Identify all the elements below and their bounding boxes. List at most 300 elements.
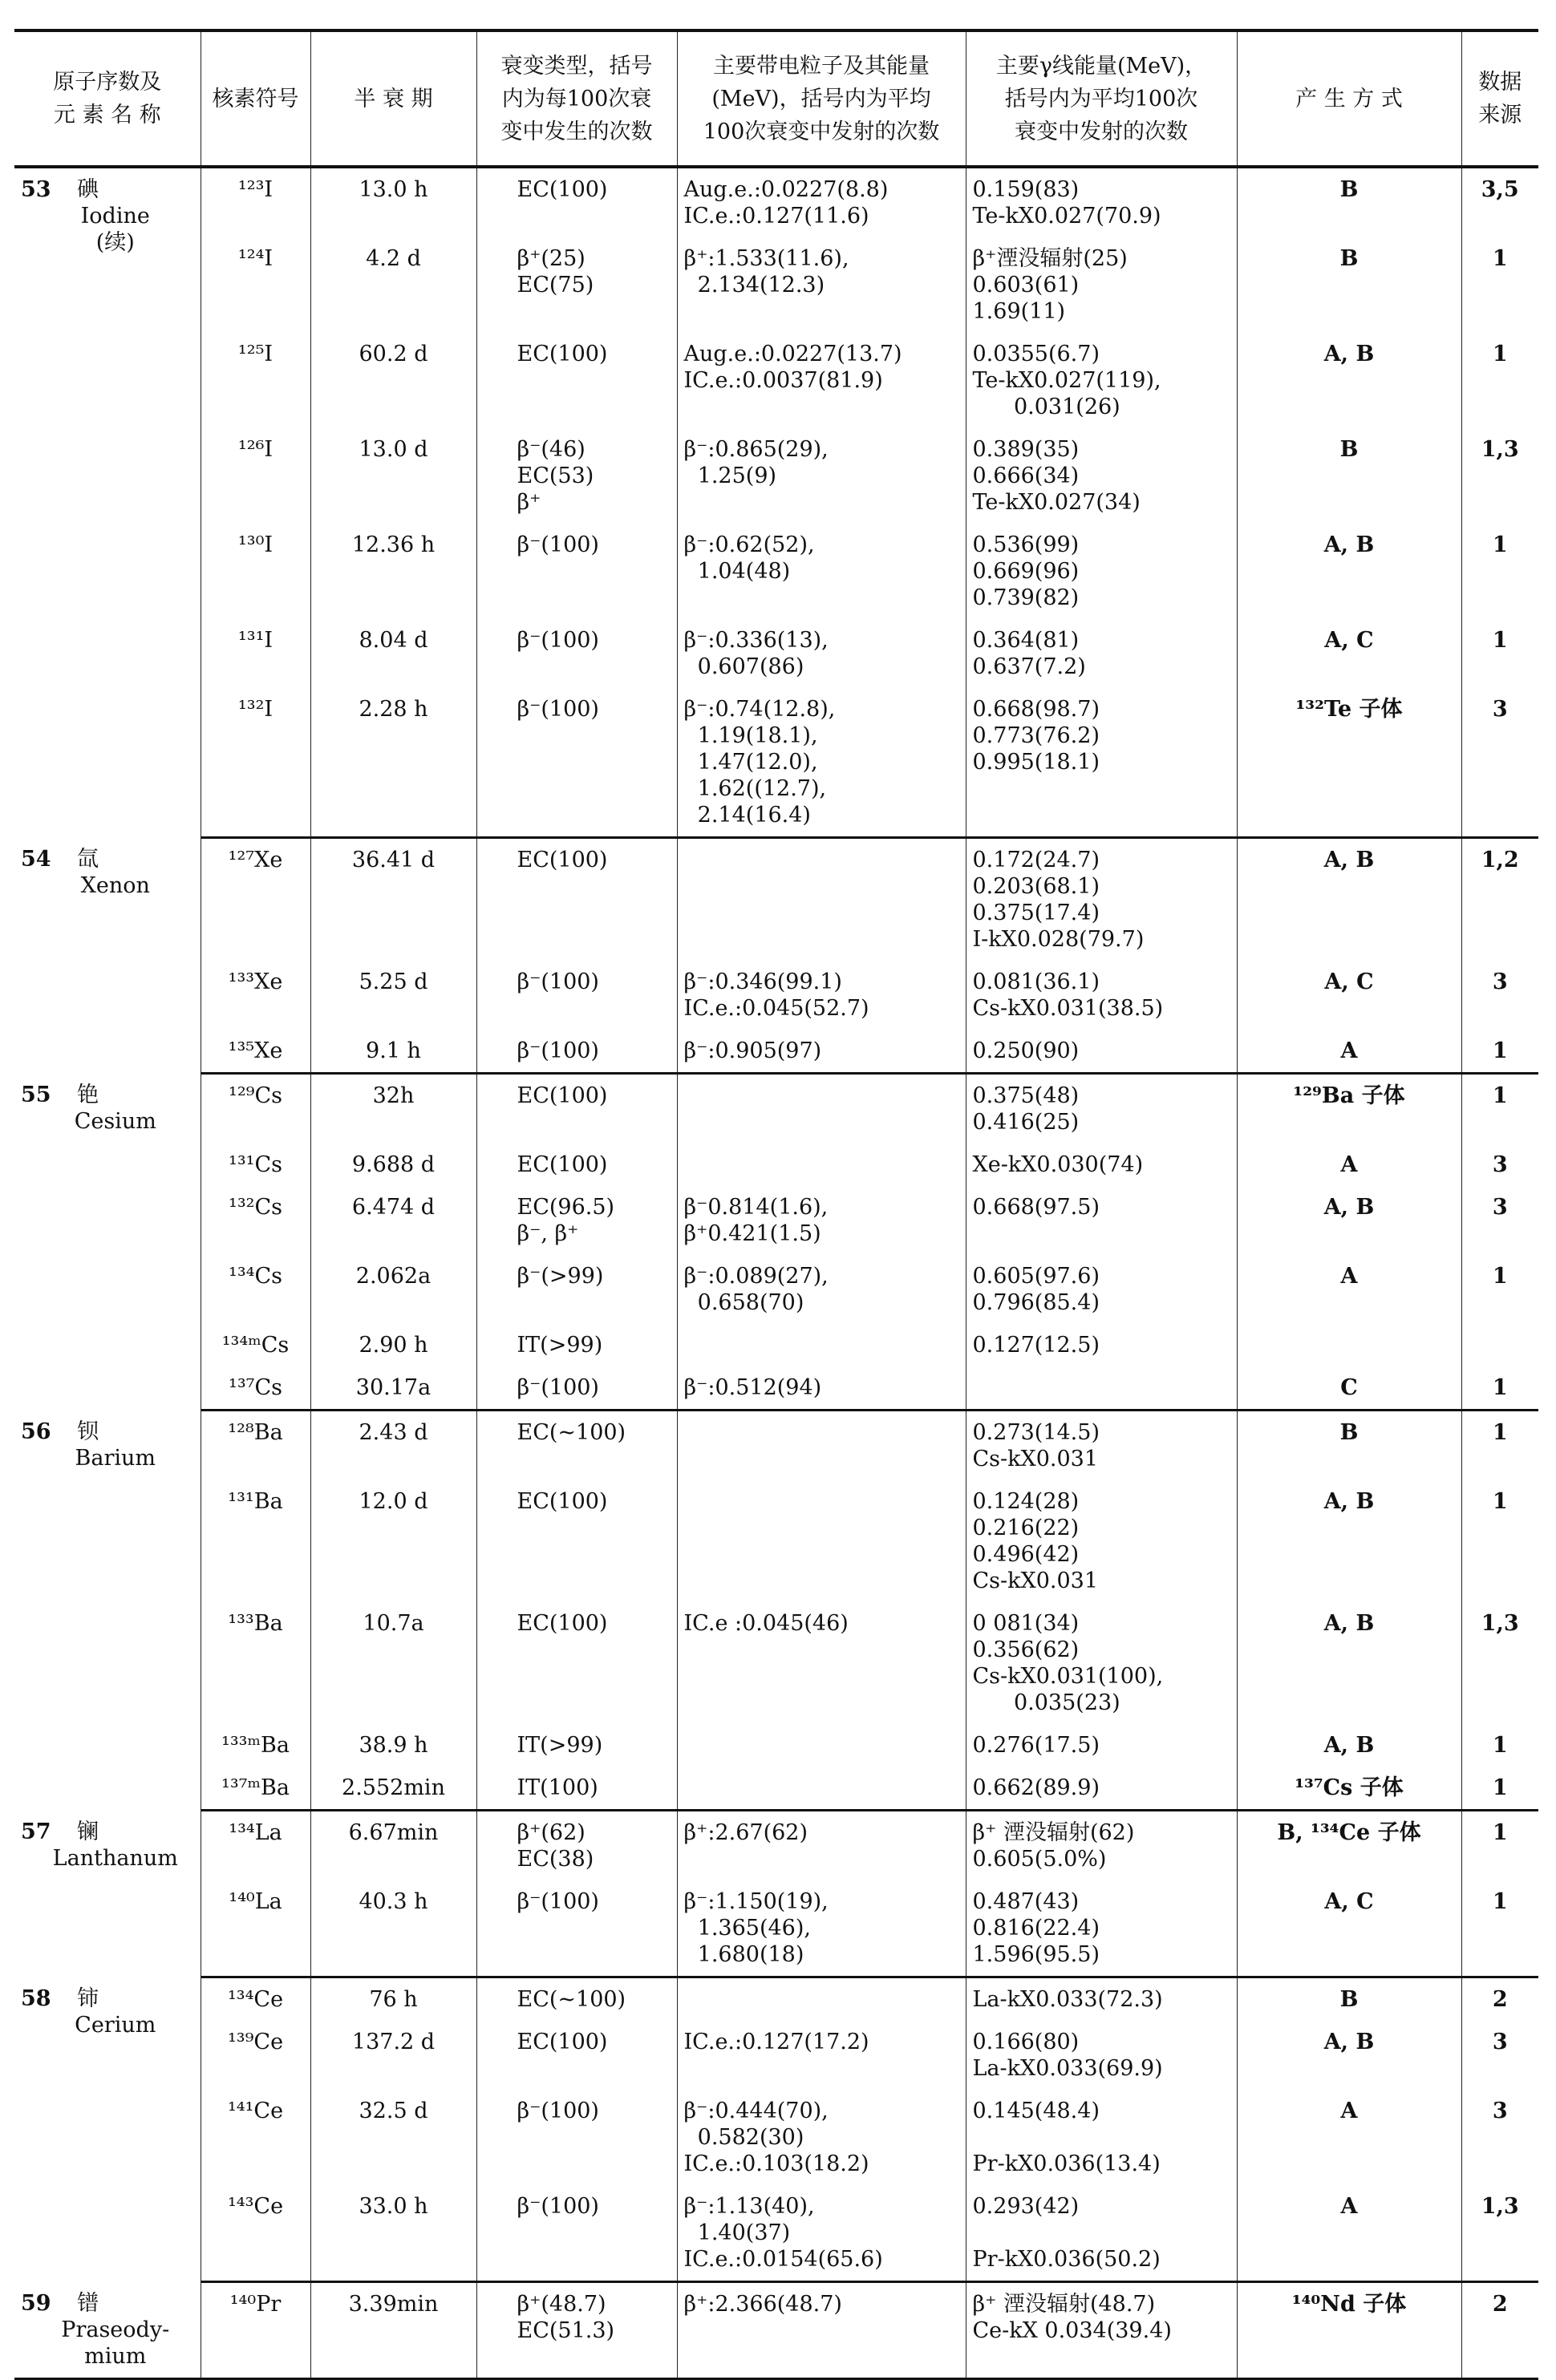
decay-type [476, 1186, 677, 1255]
header-line: 100次衰变中发射的次数 [703, 119, 940, 144]
decay-type-line: β⁻(>99) [517, 1264, 604, 1289]
gamma-energy [966, 1602, 1237, 1724]
data-source: 1 [1461, 1030, 1538, 1074]
data-source: 2 [1461, 1977, 1538, 2022]
decay-type-line: β⁺(25) [517, 246, 586, 271]
decay-type [476, 838, 677, 961]
decay-type [476, 1324, 677, 1366]
element-english-name: Barium [75, 1445, 156, 1471]
production-method: A, C [1237, 961, 1461, 1030]
element-english-name: (续) [95, 230, 135, 255]
charged-particles-line: 1.47(12.0), [683, 750, 818, 775]
nuclide-symbol: ¹³³ᵐBa [201, 1724, 310, 1767]
element-heading [21, 2290, 194, 2317]
decay-type [476, 237, 677, 333]
table-row [14, 961, 1538, 1030]
half-life: 30.17a [310, 1366, 476, 1411]
element-cell [14, 1811, 201, 1977]
gamma-energy-line: 0.273(14.5) [972, 1420, 1100, 1445]
decay-type-line: IT(>99) [517, 1733, 603, 1758]
element-atomic-number: 55 [21, 1082, 51, 1107]
element-heading [21, 1985, 194, 2012]
gamma-energy-line: 0.031(26) [972, 395, 1120, 419]
element-atomic-number: 58 [21, 1985, 51, 2011]
element-heading [21, 176, 194, 203]
data-source: 2 [1461, 2282, 1538, 2379]
nuclide-symbol: ¹²⁵I [201, 333, 310, 428]
gamma-energy [966, 1255, 1237, 1324]
header-line: 主要γ线能量(MeV)， [995, 53, 1207, 79]
decay-type [476, 688, 677, 838]
half-life: 2.43 d [310, 1411, 476, 1481]
decay-type [476, 524, 677, 619]
charged-particles-line: β⁻0.814(1.6), [683, 1195, 829, 1220]
production-method: A, C [1237, 619, 1461, 688]
gamma-energy-line: β⁺湮没辐射(25) [972, 246, 1128, 271]
decay-type [476, 428, 677, 524]
decay-type-line: β⁻(100) [517, 628, 599, 653]
decay-type-line: β⁻, β⁺ [517, 1221, 579, 1246]
decay-type [476, 1480, 677, 1602]
data-source: 1 [1461, 619, 1538, 688]
data-source: 1 [1461, 1724, 1538, 1767]
table-row [14, 1411, 1538, 1481]
gamma-energy-line: 0.250(90) [972, 1038, 1080, 1063]
table-row [14, 1255, 1538, 1324]
decay-type-line: β⁻(100) [517, 1375, 599, 1400]
gamma-energy-line: 0.081(36.1) [972, 969, 1100, 994]
gamma-energy-line: 0.637(7.2) [972, 654, 1086, 679]
gamma-energy-line: 0.216(22) [972, 1516, 1080, 1540]
charged-particles [677, 961, 966, 1030]
charged-particles [677, 619, 966, 688]
header-production [1237, 30, 1461, 167]
gamma-energy-line: La-kX0.033(72.3) [972, 1987, 1163, 2012]
nuclide-symbol: ¹³⁴La [201, 1811, 310, 1881]
header-charged-particles [677, 30, 966, 167]
production-method: A, B [1237, 524, 1461, 619]
decay-type-line: β⁻(100) [517, 1038, 599, 1063]
table-row [14, 1324, 1538, 1366]
half-life: 10.7a [310, 1602, 476, 1724]
table-row [14, 1366, 1538, 1411]
charged-particles-line: β⁻:0.444(70), [683, 2099, 829, 2123]
table-row [14, 1143, 1538, 1186]
gamma-energy [966, 1186, 1237, 1255]
nuclide-symbol: ¹²⁸Ba [201, 1411, 310, 1481]
gamma-energy-line: 0.662(89.9) [972, 1775, 1100, 1800]
table-row [14, 1880, 1538, 1977]
gamma-energy [966, 1767, 1237, 1811]
half-life: 2.062a [310, 1255, 476, 1324]
charged-particles [677, 1602, 966, 1724]
charged-particles-line: β⁻:0.089(27), [683, 1264, 829, 1289]
charged-particles-line: β⁺:2.366(48.7) [683, 2292, 842, 2317]
data-source: 1,3 [1461, 428, 1538, 524]
gamma-energy [966, 2090, 1237, 2185]
gamma-energy [966, 1074, 1237, 1144]
half-life: 33.0 h [310, 2185, 476, 2282]
charged-particles [677, 1724, 966, 1767]
charged-particles [677, 2185, 966, 2282]
table-row [14, 688, 1538, 838]
data-source: 3,5 [1461, 167, 1538, 237]
decay-type-line: IT(100) [517, 1775, 598, 1800]
decay-type-line: β⁻(100) [517, 1889, 599, 1914]
table-row [14, 1977, 1538, 2022]
charged-particles-line: β⁺:2.67(62) [683, 1820, 808, 1845]
decay-type [476, 1074, 677, 1144]
table-row [14, 2021, 1538, 2090]
gamma-energy [966, 688, 1237, 838]
gamma-energy [966, 1811, 1237, 1881]
element-cell [14, 1411, 201, 1811]
gamma-energy-line: 0.668(97.5) [972, 1195, 1100, 1220]
decay-type [476, 1880, 677, 1977]
element-chinese-name: 碘 [77, 177, 99, 202]
charged-particles-line: 1.40(37) [683, 2220, 791, 2245]
element-heading [21, 1819, 194, 1845]
data-source: 1 [1461, 1480, 1538, 1602]
decay-type [476, 2185, 677, 2282]
header-nuclide-symbol [201, 30, 310, 167]
charged-particles-line: β⁺:1.533(11.6), [683, 246, 849, 271]
element-chinese-name: 铯 [77, 1082, 99, 1107]
half-life: 2.28 h [310, 688, 476, 838]
table-header [14, 30, 1538, 167]
decay-type-line: EC(~100) [517, 1420, 626, 1445]
nuclide-symbol: ¹⁴¹Ce [201, 2090, 310, 2185]
decay-type-line: EC(100) [517, 1083, 608, 1108]
charged-particles [677, 1411, 966, 1481]
decay-type-line: EC(100) [517, 1489, 608, 1514]
gamma-energy-line: 0.995(18.1) [972, 750, 1100, 775]
charged-particles [677, 1880, 966, 1977]
charged-particles-line: 1.04(48) [683, 559, 791, 584]
data-source: 1 [1461, 1366, 1538, 1411]
table-row [14, 1186, 1538, 1255]
header-line: 衰变中发射的次数 [1015, 119, 1188, 144]
nuclide-symbol: ¹³⁷ᵐBa [201, 1767, 310, 1811]
header-line: 衰变类型，括号 [500, 53, 653, 79]
charged-particles [677, 2021, 966, 2090]
decay-type [476, 1366, 677, 1411]
table-row [14, 1480, 1538, 1602]
charged-particles [677, 1074, 966, 1144]
charged-particles [677, 1977, 966, 2022]
production-method: A, B [1237, 1602, 1461, 1724]
charged-particles [677, 1030, 966, 1074]
gamma-energy-line [973, 2124, 1230, 2151]
element-chinese-name: 氙 [77, 846, 99, 872]
production-method: ¹⁴⁰Nd 子体 [1237, 2282, 1461, 2379]
decay-type [476, 1977, 677, 2022]
gamma-energy [966, 619, 1237, 688]
gamma-energy-line: 0.276(17.5) [972, 1733, 1100, 1758]
element-heading [21, 1082, 194, 1108]
half-life: 5.25 d [310, 961, 476, 1030]
gamma-energy-line: 0 081(34) [972, 1611, 1080, 1636]
half-life: 60.2 d [310, 333, 476, 428]
element-atomic-number: 59 [21, 2290, 51, 2316]
element-cell [14, 167, 201, 838]
charged-particles-line: β⁻:0.74(12.8), [683, 697, 836, 722]
data-source: 1 [1461, 1811, 1538, 1881]
nuclide-symbol: ¹³³Ba [201, 1602, 310, 1724]
table-row [14, 333, 1538, 428]
decay-type-line: EC(100) [517, 177, 608, 202]
decay-type [476, 1143, 677, 1186]
half-life: 32.5 d [310, 2090, 476, 2185]
gamma-energy [966, 237, 1237, 333]
nuclide-symbol: ¹³⁴Cs [201, 1255, 310, 1324]
header-line: 括号内为平均100次 [1004, 86, 1198, 111]
table-row [14, 428, 1538, 524]
data-source: 1,3 [1461, 2185, 1538, 2282]
half-life: 13.0 d [310, 428, 476, 524]
gamma-energy [966, 167, 1237, 237]
decay-type [476, 1411, 677, 1481]
decay-type-line: EC(100) [517, 1611, 608, 1636]
nuclide-symbol: ¹⁴³Ce [201, 2185, 310, 2282]
decay-type-line: EC(51.3) [517, 2318, 615, 2343]
production-method: ¹³⁷Cs 子体 [1237, 1767, 1461, 1811]
element-chinese-name: 铈 [77, 1985, 99, 2011]
gamma-energy-line: 0.375(48) [972, 1083, 1080, 1108]
gamma-energy-line: 0.605(97.6) [972, 1264, 1100, 1289]
nuclide-symbol: ¹³³Xe [201, 961, 310, 1030]
charged-particles-line: IC.e.:0.045(52.7) [683, 996, 869, 1021]
production-method: A [1237, 1030, 1461, 1074]
gamma-energy-line: 0.172(24.7) [972, 848, 1100, 872]
half-life: 8.04 d [310, 619, 476, 688]
half-life: 9.688 d [310, 1143, 476, 1186]
gamma-energy [966, 428, 1237, 524]
element-cell [14, 2282, 201, 2379]
charged-particles-line: β⁻:0.62(52), [683, 532, 815, 557]
element-english-name: mium [84, 2343, 147, 2369]
production-method: A, B [1237, 1480, 1461, 1602]
data-source: 1 [1461, 333, 1538, 428]
decay-type-line: EC(100) [517, 342, 608, 366]
charged-particles [677, 524, 966, 619]
production-method: A, B [1237, 1186, 1461, 1255]
gamma-energy-line: Cs-kX0.031(100), [972, 1664, 1164, 1689]
gamma-energy-line: 0.536(99) [972, 532, 1080, 557]
data-source: 1,3 [1461, 1602, 1538, 1724]
data-source: 3 [1461, 2090, 1538, 2185]
decay-type-line: EC(100) [517, 1152, 608, 1177]
half-life: 13.0 h [310, 167, 476, 237]
gamma-energy-line: β⁺ 湮没辐射(48.7) [972, 2292, 1156, 2317]
charged-particles-line: β⁻:0.865(29), [683, 437, 829, 462]
table-row [14, 1724, 1538, 1767]
table-row [14, 838, 1538, 961]
table-row [14, 1767, 1538, 1811]
header-line: 半 衰 期 [354, 86, 433, 111]
charged-particles [677, 1767, 966, 1811]
decay-type [476, 333, 677, 428]
gamma-energy-line: 0.669(96) [972, 559, 1080, 584]
gamma-energy-line: 0.668(98.7) [972, 697, 1100, 722]
gamma-energy-line: 1.596(95.5) [972, 1942, 1100, 1967]
gamma-energy [966, 1977, 1237, 2022]
decay-type-line: EC(96.5) [517, 1195, 615, 1220]
gamma-energy-line: 0.127(12.5) [972, 1333, 1100, 1358]
nuclide-symbol: ¹²³I [201, 167, 310, 237]
charged-particles-line: 0.658(70) [683, 1290, 804, 1315]
half-life: 38.9 h [310, 1724, 476, 1767]
decay-type [476, 1030, 677, 1074]
element-cell [14, 1977, 201, 2282]
nuclide-symbol: ¹³⁴ᵐCs [201, 1324, 310, 1366]
data-source: 1 [1461, 1411, 1538, 1481]
decay-type [476, 1811, 677, 1881]
charged-particles-line: 1.25(9) [683, 463, 777, 488]
table-row [14, 524, 1538, 619]
header-gamma-energy [966, 30, 1237, 167]
element-atomic-number: 54 [21, 846, 51, 872]
charged-particles-line: β⁻:1.13(40), [683, 2194, 815, 2219]
gamma-energy-line: 0.145(48.4) [972, 2099, 1100, 2123]
decay-type [476, 2090, 677, 2185]
half-life: 4.2 d [310, 237, 476, 333]
gamma-energy [966, 961, 1237, 1030]
gamma-energy [966, 1366, 1237, 1411]
nuclide-symbol: ¹³²I [201, 688, 310, 838]
gamma-energy-line: 0.159(83) [972, 177, 1080, 202]
charged-particles [677, 688, 966, 838]
half-life: 12.0 d [310, 1480, 476, 1602]
table-row [14, 1030, 1538, 1074]
nuclide-symbol: ¹²⁹Cs [201, 1074, 310, 1144]
production-method: A, B [1237, 333, 1461, 428]
table-row [14, 2282, 1538, 2379]
gamma-energy-line: La-kX0.033(69.9) [972, 2056, 1163, 2081]
charged-particles-line: IC.e :0.045(46) [683, 1611, 849, 1636]
gamma-energy [966, 1411, 1237, 1481]
gamma-energy-line: Pr-kX0.036(50.2) [972, 2247, 1161, 2272]
charged-particles [677, 237, 966, 333]
half-life: 12.36 h [310, 524, 476, 619]
nuclide-table-page [14, 29, 1538, 2380]
production-method: A, C [1237, 1880, 1461, 1977]
charged-particles [677, 1143, 966, 1186]
data-source: 1,2 [1461, 838, 1538, 961]
charged-particles-line: β⁻:0.336(13), [683, 628, 829, 653]
charged-particles-line: IC.e.:0.0154(65.6) [683, 2247, 883, 2272]
data-source: 3 [1461, 961, 1538, 1030]
production-method: A [1237, 1143, 1461, 1186]
half-life: 40.3 h [310, 1880, 476, 1977]
gamma-energy-line: 0.739(82) [972, 585, 1080, 610]
element-atomic-number: 53 [21, 177, 51, 202]
gamma-energy [966, 1724, 1237, 1767]
gamma-energy [966, 2021, 1237, 2090]
gamma-energy-line: Ce-kX 0.034(39.4) [972, 2318, 1172, 2343]
decay-type [476, 1724, 677, 1767]
half-life: 6.67min [310, 1811, 476, 1881]
gamma-energy-line: 0.796(85.4) [972, 1290, 1100, 1315]
charged-particles-line: IC.e.:0.0037(81.9) [683, 368, 883, 393]
decay-type-line: β⁻(100) [517, 2099, 599, 2123]
data-source: 1 [1461, 1880, 1538, 1977]
gamma-energy-line: Cs-kX0.031(38.5) [972, 996, 1164, 1021]
half-life: 2.552min [310, 1767, 476, 1811]
decay-type-line: β⁻(100) [517, 969, 599, 994]
production-method: B [1237, 428, 1461, 524]
charged-particles-line: β⁻:0.905(97) [683, 1038, 822, 1063]
header-line: 原子序数及 [53, 70, 162, 95]
production-method: B [1237, 237, 1461, 333]
header-line: 变中发生的次数 [500, 119, 653, 144]
gamma-energy-line: Cs-kX0.031 [972, 1568, 1099, 1593]
data-source [1461, 1324, 1538, 1366]
gamma-energy-line: 0.603(61) [972, 273, 1080, 298]
charged-particles [677, 1255, 966, 1324]
header-data-source [1461, 30, 1538, 167]
production-method: A, B [1237, 1724, 1461, 1767]
half-life: 3.39min [310, 2282, 476, 2379]
gamma-energy-line: 0.605(5.0%) [972, 1847, 1107, 1872]
production-method: C [1237, 1366, 1461, 1411]
decay-type-line: β⁻(46) [517, 437, 586, 462]
nuclide-symbol: ¹³¹I [201, 619, 310, 688]
charged-particles-line: Aug.e.:0.0227(13.7) [683, 342, 902, 366]
charged-particles [677, 1480, 966, 1602]
element-english-name: Xenon [80, 872, 150, 898]
gamma-energy-line: Te-kX0.027(70.9) [972, 204, 1161, 229]
charged-particles-line: IC.e.:0.103(18.2) [683, 2151, 869, 2176]
element-chinese-name: 镧 [77, 1819, 99, 1844]
nuclide-symbol: ¹³⁷Cs [201, 1366, 310, 1411]
charged-particles-line: 1.19(18.1), [683, 723, 818, 748]
nuclide-symbol: ¹³¹Ba [201, 1480, 310, 1602]
charged-particles-line: 0.582(30) [683, 2125, 804, 2150]
decay-type-line: β⁺(62) [517, 1820, 586, 1845]
charged-particles-line: β⁻:0.346(99.1) [683, 969, 842, 994]
half-life: 36.41 d [310, 838, 476, 961]
element-chinese-name: 钡 [77, 1419, 99, 1444]
decay-type [476, 961, 677, 1030]
table-row [14, 1074, 1538, 1144]
production-method: ¹³²Te 子体 [1237, 688, 1461, 838]
gamma-energy [966, 838, 1237, 961]
element-atomic-number: 56 [21, 1419, 51, 1444]
gamma-energy [966, 1880, 1237, 1977]
data-source: 3 [1461, 1143, 1538, 1186]
charged-particles [677, 167, 966, 237]
production-method: A [1237, 1255, 1461, 1324]
production-method: ¹²⁹Ba 子体 [1237, 1074, 1461, 1144]
decay-type [476, 1255, 677, 1324]
gamma-energy-line: 0.035(23) [972, 1690, 1120, 1715]
gamma-energy-line: 0.773(76.2) [972, 723, 1100, 748]
decay-type-line: IT(>99) [517, 1333, 603, 1358]
decay-type-line: β⁻(100) [517, 2194, 599, 2219]
gamma-energy-line: Cs-kX0.031 [972, 1447, 1099, 1471]
gamma-energy [966, 1480, 1237, 1602]
table-row [14, 1602, 1538, 1724]
header-line: 核素符号 [212, 86, 299, 111]
production-method: B [1237, 1977, 1461, 2022]
header-line: 内为每100次衰 [501, 86, 652, 111]
gamma-energy-line [973, 2220, 1230, 2246]
data-source: 3 [1461, 2021, 1538, 2090]
gamma-energy-line: 0.816(22.4) [972, 1916, 1100, 1941]
header-line: 主要带电粒子及其能量 [713, 53, 930, 79]
header-half-life [310, 30, 476, 167]
